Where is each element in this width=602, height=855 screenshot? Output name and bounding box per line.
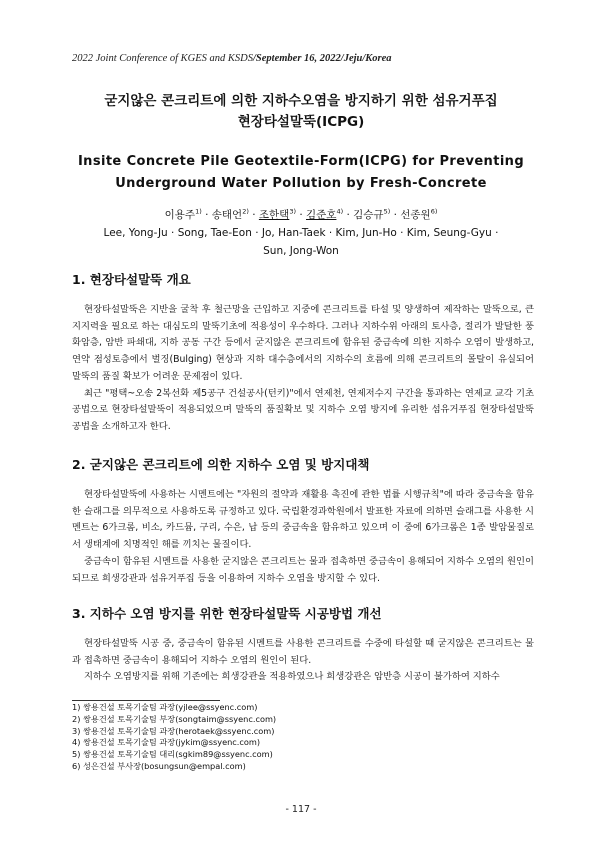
title-english-line-2: Underground Water Pollution by Fresh-Concrete (115, 176, 487, 191)
author-block (80, 206, 522, 260)
title-english-line-1: Insite Concrete Pile Geotextile-Form(ICPG) for Preventing (77, 154, 525, 169)
footnote-list (72, 702, 276, 773)
section-body (72, 302, 534, 436)
title-english (60, 151, 542, 195)
author-affiliation-mark: 6) (430, 207, 438, 216)
author-affiliation-mark: 1) (195, 207, 202, 216)
title-korean-line-1: 굳지않은 콘크리트에 의한 지하수오염을 방지하기 위한 섬유거푸집 (104, 93, 498, 109)
section-heading: 1. 현장타설말뚝 개요 (72, 272, 191, 287)
author-separator: · (343, 209, 354, 221)
footnote: 5) 쌍용건설 토목기술팀 대리(sgkim89@ssyenc.com) (72, 749, 273, 760)
authors-korean (80, 206, 522, 224)
author-affiliation-mark: 5) (383, 207, 391, 216)
paragraph: 중금속이 함유된 시멘트를 사용한 굳지않은 콘크리트는 물과 접촉하면 중금속이 용해되어 지하수 오염의 원인이 되므로 희생강관과 섬유거푸집 등을 이용하여 지하수 오염을 방지할 수 있다. (72, 555, 534, 584)
paragraph: 현장타설말뚝은 지반을 굴착 후 철근망을 근입하고 지중에 콘크리트를 타설 및 양생하여 제작하는 말뚝으로, 큰 지지력을 필요로 하는 대심도의 말뚝기초에 적용성이 우수하다. 그러나 지하수위 아래의 토사층, 절리가 발달한 풍화암층, 암반 파쇄대, 지하 공동 구간 등에서 굳지않은 콘크리트에 함유된 중금속에 의한 지하수 오염이 발생하고, 연약 점성토층에서 벌징(Bulging) 현상과 지하 대수층에서의 지하수의 흐름에 의해 콘크리트의 몰탈이 유실되어 말뚝의 품질 확보가 어려운 문제점이 있다. (72, 304, 534, 382)
title-korean (60, 91, 542, 133)
author-name: 조한택 (258, 209, 290, 221)
author-separator: · (390, 209, 401, 221)
authors-english-line-1: Lee, Yong-Ju · Song, Tae-Eon · Jo, Han-Taek · Kim, Jun-Ho · Kim, Seung-Gyu · (103, 227, 499, 239)
author-separator: · (248, 209, 259, 221)
page-number: - 117 - (285, 804, 317, 815)
author-name: 김준호 (306, 209, 337, 221)
author-name: 선종원 (400, 209, 431, 221)
section-heading: 2. 굳지않은 콘크리트에 의한 지하수 오염 및 방지대책 (72, 457, 370, 472)
author-affiliation-mark: 4) (336, 207, 344, 216)
author-affiliation-mark: 2) (242, 207, 249, 216)
footnote: 4) 쌍용건설 토목기술팀 과장(jykim@ssyenc.com) (72, 737, 261, 748)
section-body (72, 487, 534, 587)
section-heading: 3. 지하수 오염 방지를 위한 현장타설말뚝 시공방법 개선 (72, 606, 382, 621)
author-affiliation-mark: 3) (289, 207, 296, 216)
footnote: 2) 쌍용건설 토목기술팀 부장(songtaim@ssyenc.com) (72, 713, 277, 724)
author-separator: · (295, 209, 306, 221)
title-korean-line-2: 현장타설말뚝(ICPG) (237, 114, 365, 130)
paragraph: 현장타설말뚝에 사용하는 시멘트에는 "자원의 절약과 재활용 촉진에 관한 법률 시행규칙"에 따라 중금속을 함유한 슬래그를 의무적으로 사용하도록 규정하고 있다. 국립환경과학원에서 발표한 자료에 의하면 슬래그를 사용한 시멘트는 6가크롬, 비소, 카드뮴, 구리, 수은, 납 등의 중금속을 함유하고 있으며 이 중에 6가크롬은 1종 발암물질로서 생태계에 치명적인 해를 끼치는 물질이다. (72, 489, 534, 551)
section-body (72, 636, 534, 686)
author-separator: · (201, 209, 212, 221)
author-name: 이용주 (164, 209, 196, 221)
footnote: 3) 쌍용건설 토목기술팀 과장(herotaek@ssyenc.com) (72, 725, 275, 736)
footnote: 6) 성은건설 부사장(bosungsun@empal.com) (72, 760, 246, 771)
conference-date: /September 16, 2022/Jeju/Korea (253, 53, 392, 64)
footnote: 1) 쌍용건설 토목기술팀 과장(yjlee@ssyenc.com) (72, 702, 258, 712)
conference-name: 2022 Joint Conference of KGES and KSDS (72, 53, 254, 64)
running-header (72, 53, 392, 64)
author-name: 김승규 (353, 209, 384, 221)
paragraph: 현장타설말뚝 시공 중, 중금속이 함유된 시멘트를 사용한 콘크리트를 수중에 타설할 때 굳지않은 콘크리트는 물과 접촉하면 중금속이 용해되어 지하수 오염의 원인이 된다. (72, 638, 534, 666)
footnote-divider (72, 700, 220, 701)
author-name: 송태언 (211, 209, 243, 221)
authors-english-line-2: Sun, Jong-Won (263, 245, 339, 257)
paragraph: 지하수 오염방지를 위해 기존에는 희생강관을 적용하였으나 희생강관은 암반층 시공이 불가하여 지하수 (84, 671, 500, 683)
paragraph: 최근 "평택~오송 2복선화 제5공구 건설공사(턴키)"에서 연제천, 연제저수지 구간을 통과하는 연제교 교각 기초공법으로 현장타설말뚝이 적용되었으며 말뚝의 품질확보 및 지하수 오염 방지에 유리한 섬유거푸집 현장타설말뚝 공법을 소개하고자 한다. (72, 387, 534, 432)
